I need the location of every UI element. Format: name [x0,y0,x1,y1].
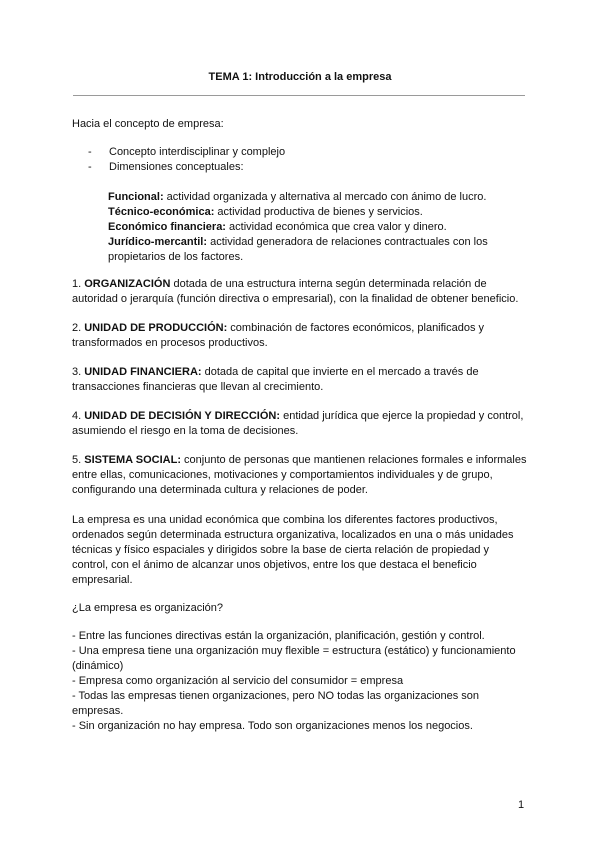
dimension-term: Funcional: [108,191,164,203]
list-item: - Una empresa tiene una organización muy flexible = estructura (estático) y funcionamiento (dinámico) [72,645,516,672]
section-text: conjunto de personas que mantienen relaciones formales e informales entre ellas, comunicaciones, motivaciones y comportamientos individuales y de grupo, configurando una determinada cultura y relaciones de poder. [72,454,527,496]
section-organizacion [72,277,527,307]
list-item: - Sin organización no hay empresa. Todo son organizaciones menos los negocios. [72,720,473,732]
section-unidad-decision [72,409,527,439]
section-text: dotada de capital que invierte en el mercado a través de transacciones financieras que llevan al crecimiento. [72,366,479,393]
section-text: entidad jurídica que ejerce la propiedad y control, asumiendo el riesgo en la toma de decisiones. [72,410,524,437]
dimension-term: Jurídico-mercantil: [108,236,208,248]
dimension-text: actividad organizada y alternativa al mercado con ánimo de lucro. [163,191,487,203]
dimension-text: actividad generadora de relaciones contractuales con los propietarios de los factores. [108,236,488,263]
section-term: UNIDAD FINANCIERA: [84,366,202,378]
dimension-item [108,235,528,265]
section-sistema-social [72,453,527,498]
section-number: 5. [72,454,85,466]
section-number: 1. [72,278,85,290]
section-number: 4. [72,410,85,422]
section-number: 3. [72,366,85,378]
section-unidad-financiera [72,365,527,395]
bullet-dash: - [88,146,92,158]
page-title: TEMA 1: Introducción a la empresa [208,71,392,83]
list-item: - Empresa como organización al servicio del consumidor = empresa [72,675,404,687]
points-list [72,629,527,734]
dimension-text: actividad económica que crea valor y dinero. [225,221,447,233]
section-term: SISTEMA SOCIAL: [84,454,181,466]
list-item: - Todas las empresas tienen organizaciones, pero NO todas las organizaciones son empresas. [72,690,480,717]
section-unidad-produccion [72,321,527,351]
section-term: ORGANIZACIÓN [84,278,171,290]
bullet-text: Dimensiones conceptuales: [109,161,244,173]
intro-text: Hacia el concepto de empresa: [72,118,224,130]
dimension-term: Técnico-económica: [108,206,215,218]
bullet-text: Concepto interdisciplinar y complejo [109,146,286,158]
list-item: - Entre las funciones directivas están la organización, planificación, gestión y control. [72,630,485,642]
section-text: dotada de una estructura interna según determinada relación de autoridad o jerarquía (función directiva o empresarial), con la finalidad de obtener beneficio. [72,278,519,305]
dimensions-list [108,190,528,265]
dimension-item [108,190,528,205]
question-heading: ¿La empresa es organización? [72,602,224,614]
page-number: 1 [518,799,525,811]
dimension-text: actividad productiva de bienes y servicios. [214,206,423,218]
section-term: UNIDAD DE PRODUCCIÓN: [84,322,228,334]
section-number: 2. [72,322,85,334]
dimension-item [108,205,528,220]
definition-paragraph: La empresa es una unidad económica que combina los diferentes factores productivos, ordenados según determinada estructura organizativa, localizados en una o más unidades técnicas y físico espaciales y dirigidos sobre la base de cierta relación de propiedad y control, con el ánimo de alcanzar unos objetivos, entre los que destaca el beneficio empresarial. [72,514,514,586]
section-text: combinación de factores económicos, planificados y transformados en procesos productivos. [72,322,485,349]
dimension-term: Económico financiera: [108,221,226,233]
section-term: UNIDAD DE DECISIÓN Y DIRECCIÓN: [84,410,281,422]
bullet-item [88,145,285,160]
title-divider [73,95,525,96]
bullet-dash: - [88,161,92,173]
dimension-item [108,220,528,235]
bullet-item [88,160,285,175]
concept-bullet-list [88,145,285,175]
